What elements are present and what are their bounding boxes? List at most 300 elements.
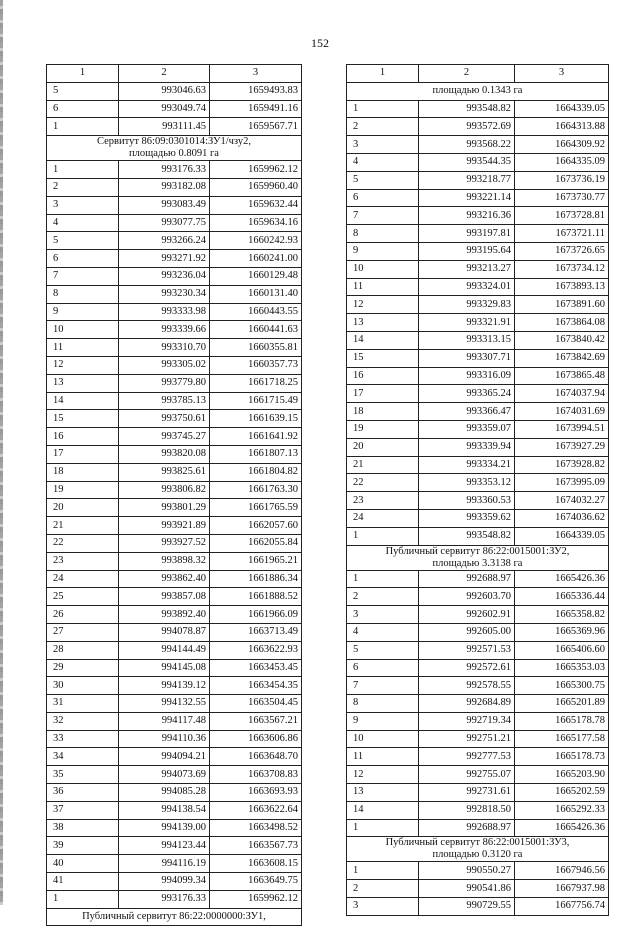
x-coordinate-cell: 993310.70 [119,339,210,357]
y-coordinate-cell: 1673734.12 [515,260,609,278]
x-coordinate-cell: 992688.97 [419,570,515,588]
point-number-cell: 14 [47,392,119,410]
table-row [347,403,609,421]
x-coordinate-cell: 993857.08 [119,588,210,606]
table-row [47,606,302,624]
table-row [347,118,609,136]
point-number-cell: 15 [347,349,419,367]
x-coordinate-cell: 990729.55 [419,898,515,916]
table-row [47,285,302,303]
table-row [347,659,609,677]
table-row [347,527,609,545]
point-number-cell: 14 [347,801,419,819]
point-number-cell: 5 [347,641,419,659]
table-row [47,214,302,232]
point-number-cell: 32 [47,712,119,730]
point-number-cell: 1 [47,118,119,136]
point-number-cell: 24 [47,570,119,588]
point-number-cell: 3 [347,606,419,624]
point-number-cell: 31 [47,695,119,713]
y-coordinate-cell: 1665406.60 [515,641,609,659]
table-row [47,837,302,855]
point-number-cell: 18 [47,463,119,481]
x-coordinate-cell: 993213.27 [419,260,515,278]
table-row [47,463,302,481]
y-coordinate-cell: 1665201.89 [515,695,609,713]
table-row [47,801,302,819]
x-coordinate-cell: 993197.81 [419,225,515,243]
y-coordinate-cell: 1661639.15 [210,410,302,428]
table-header-row [347,65,609,83]
table-row [347,588,609,606]
table-row [47,339,302,357]
point-number-cell: 3 [347,136,419,154]
table-row [47,267,302,285]
y-coordinate-cell: 1661807.13 [210,445,302,463]
x-coordinate-cell: 993329.83 [419,296,515,314]
point-number-cell: 1 [47,890,119,908]
x-coordinate-cell: 993365.24 [419,385,515,403]
column-header: 3 [515,65,609,83]
x-coordinate-cell: 993176.33 [119,161,210,179]
y-coordinate-cell: 1660443.55 [210,303,302,321]
point-number-cell: 35 [47,766,119,784]
x-coordinate-cell: 993230.34 [119,285,210,303]
x-coordinate-cell: 994138.54 [119,801,210,819]
point-number-cell: 3 [347,898,419,916]
table-row [347,278,609,296]
point-number-cell: 20 [347,438,419,456]
y-coordinate-cell: 1665202.59 [515,784,609,802]
column-header: 2 [419,65,515,83]
y-coordinate-cell: 1660242.93 [210,232,302,250]
table-row [347,100,609,118]
point-number-cell: 4 [347,623,419,641]
y-coordinate-cell: 1665369.96 [515,623,609,641]
section-heading-row [347,545,609,570]
point-number-cell: 15 [47,410,119,428]
y-coordinate-cell: 1661718.25 [210,374,302,392]
x-coordinate-cell: 994139.12 [119,677,210,695]
point-number-cell: 2 [47,178,119,196]
table-row [47,730,302,748]
point-number-cell: 20 [47,499,119,517]
point-number-cell: 11 [47,339,119,357]
point-number-cell: 41 [47,873,119,891]
point-number-cell: 8 [347,695,419,713]
point-number-cell: 39 [47,837,119,855]
y-coordinate-cell: 1663567.21 [210,712,302,730]
point-number-cell: 12 [347,766,419,784]
table-row [47,712,302,730]
table-row [347,695,609,713]
point-number-cell: 23 [347,492,419,510]
column-header: 1 [47,65,119,83]
point-number-cell: 2 [347,588,419,606]
section-heading: Публичный сервитут 86:22:0015001:ЗУ3, площадью 0.3120 га [347,837,609,862]
y-coordinate-cell: 1661966.09 [210,606,302,624]
x-coordinate-cell: 993083.49 [119,196,210,214]
point-number-cell: 5 [47,82,119,100]
x-coordinate-cell: 993182.08 [119,178,210,196]
y-coordinate-cell: 1665336.44 [515,588,609,606]
point-number-cell: 5 [47,232,119,250]
point-number-cell: 33 [47,730,119,748]
point-number-cell: 13 [347,314,419,332]
table-row [47,748,302,766]
x-coordinate-cell: 994073.69 [119,766,210,784]
table-row [47,356,302,374]
table-row [47,428,302,446]
section-heading: Публичный сервитут 86:22:0000000:ЗУ1, [47,908,302,926]
section-heading-row [47,136,302,161]
x-coordinate-cell: 992719.34 [419,712,515,730]
x-coordinate-cell: 993077.75 [119,214,210,232]
x-coordinate-cell: 993316.09 [419,367,515,385]
table-row [347,606,609,624]
table-row [47,392,302,410]
point-number-cell: 6 [347,189,419,207]
left-coordinates-table [46,64,302,926]
table-row [347,331,609,349]
x-coordinate-cell: 993568.22 [419,136,515,154]
table-row [347,207,609,225]
y-coordinate-cell: 1663453.45 [210,659,302,677]
point-number-cell: 11 [347,748,419,766]
table-row [47,118,302,136]
point-number-cell: 1 [347,862,419,880]
y-coordinate-cell: 1673928.82 [515,456,609,474]
y-coordinate-cell: 1663608.15 [210,855,302,873]
table-row [347,385,609,403]
y-coordinate-cell: 1665203.90 [515,766,609,784]
x-coordinate-cell: 993892.40 [119,606,210,624]
x-coordinate-cell: 993898.32 [119,552,210,570]
point-number-cell: 6 [347,659,419,677]
y-coordinate-cell: 1664309.92 [515,136,609,154]
table-row [47,659,302,677]
table-row [347,623,609,641]
y-coordinate-cell: 1665353.03 [515,659,609,677]
point-number-cell: 1 [347,527,419,545]
table-row [47,890,302,908]
x-coordinate-cell: 993266.24 [119,232,210,250]
y-coordinate-cell: 1661886.34 [210,570,302,588]
point-number-cell: 16 [47,428,119,446]
point-number-cell: 1 [47,161,119,179]
y-coordinate-cell: 1663622.64 [210,801,302,819]
table-row [347,784,609,802]
y-coordinate-cell: 1665426.36 [515,819,609,837]
table-row [47,819,302,837]
x-coordinate-cell: 993825.61 [119,463,210,481]
point-number-cell: 4 [47,214,119,232]
y-coordinate-cell: 1673865.48 [515,367,609,385]
table-row [347,153,609,171]
y-coordinate-cell: 1662055.84 [210,534,302,552]
y-coordinate-cell: 1663708.83 [210,766,302,784]
y-coordinate-cell: 1673893.13 [515,278,609,296]
column-header: 1 [347,65,419,83]
x-coordinate-cell: 994110.36 [119,730,210,748]
table-row [47,232,302,250]
y-coordinate-cell: 1665358.82 [515,606,609,624]
x-coordinate-cell: 993176.33 [119,890,210,908]
x-coordinate-cell: 992578.55 [419,677,515,695]
point-number-cell: 26 [47,606,119,624]
x-coordinate-cell: 993305.02 [119,356,210,374]
table-row [47,570,302,588]
x-coordinate-cell: 993921.89 [119,517,210,535]
table-row [347,314,609,332]
x-coordinate-cell: 993750.61 [119,410,210,428]
table-row [47,250,302,268]
section-heading: Публичный сервитут 86:22:0015001:ЗУ2, площадью 3.3138 га [347,545,609,570]
y-coordinate-cell: 1663606.86 [210,730,302,748]
point-number-cell: 4 [347,153,419,171]
table-row [47,766,302,784]
point-number-cell: 38 [47,819,119,837]
y-coordinate-cell: 1663622.93 [210,641,302,659]
section-heading: Сервитут 86:09:0301014:ЗУ1/чзу2, площадью 0.8091 га [47,136,302,161]
point-number-cell: 22 [347,474,419,492]
x-coordinate-cell: 994116.19 [119,855,210,873]
scan-edge-artifact [0,0,3,905]
y-coordinate-cell: 1673995.09 [515,474,609,492]
x-coordinate-cell: 992603.70 [419,588,515,606]
point-number-cell: 3 [47,196,119,214]
x-coordinate-cell: 990541.86 [419,880,515,898]
y-coordinate-cell: 1673927.29 [515,438,609,456]
table-row [47,410,302,428]
point-number-cell: 40 [47,855,119,873]
point-number-cell: 19 [347,420,419,438]
y-coordinate-cell: 1663649.75 [210,873,302,891]
y-coordinate-cell: 1659960.40 [210,178,302,196]
x-coordinate-cell: 993359.07 [419,420,515,438]
x-coordinate-cell: 993339.66 [119,321,210,339]
point-number-cell: 28 [47,641,119,659]
table-row [47,534,302,552]
y-coordinate-cell: 1663454.35 [210,677,302,695]
x-coordinate-cell: 994132.55 [119,695,210,713]
table-row [347,862,609,880]
point-number-cell: 7 [47,267,119,285]
table-row [47,695,302,713]
y-coordinate-cell: 1661765.59 [210,499,302,517]
right-coordinates-table [346,64,609,916]
y-coordinate-cell: 1662057.60 [210,517,302,535]
point-number-cell: 19 [47,481,119,499]
point-number-cell: 21 [347,456,419,474]
y-coordinate-cell: 1663713.49 [210,623,302,641]
point-number-cell: 36 [47,784,119,802]
point-number-cell: 13 [347,784,419,802]
table-row [347,171,609,189]
table-row [47,552,302,570]
x-coordinate-cell: 994099.34 [119,873,210,891]
y-coordinate-cell: 1663567.73 [210,837,302,855]
table-row [47,196,302,214]
table-row [347,260,609,278]
x-coordinate-cell: 993218.77 [419,171,515,189]
point-number-cell: 9 [47,303,119,321]
y-coordinate-cell: 1659567.71 [210,118,302,136]
point-number-cell: 10 [347,260,419,278]
table-row [47,374,302,392]
x-coordinate-cell: 992571.53 [419,641,515,659]
y-coordinate-cell: 1661641.92 [210,428,302,446]
table-row [47,623,302,641]
x-coordinate-cell: 993360.53 [419,492,515,510]
x-coordinate-cell: 994094.21 [119,748,210,766]
x-coordinate-cell: 990550.27 [419,862,515,880]
table-row [347,748,609,766]
x-coordinate-cell: 993236.04 [119,267,210,285]
table-row [347,712,609,730]
section-heading-row [47,908,302,926]
point-number-cell: 10 [47,321,119,339]
table-row [347,456,609,474]
y-coordinate-cell: 1665300.75 [515,677,609,695]
point-number-cell: 5 [347,171,419,189]
y-coordinate-cell: 1660355.81 [210,339,302,357]
x-coordinate-cell: 993307.71 [419,349,515,367]
table-row [47,161,302,179]
y-coordinate-cell: 1659632.44 [210,196,302,214]
y-coordinate-cell: 1659493.83 [210,82,302,100]
y-coordinate-cell: 1659962.12 [210,890,302,908]
point-number-cell: 12 [347,296,419,314]
y-coordinate-cell: 1673721.11 [515,225,609,243]
point-number-cell: 22 [47,534,119,552]
x-coordinate-cell: 993806.82 [119,481,210,499]
point-number-cell: 8 [47,285,119,303]
table-row [347,819,609,837]
x-coordinate-cell: 994144.49 [119,641,210,659]
table-row [347,136,609,154]
table-row [47,82,302,100]
point-number-cell: 25 [47,588,119,606]
x-coordinate-cell: 992602.91 [419,606,515,624]
x-coordinate-cell: 993544.35 [419,153,515,171]
point-number-cell: 30 [47,677,119,695]
x-coordinate-cell: 993324.01 [419,278,515,296]
table-row [347,801,609,819]
point-number-cell: 7 [347,677,419,695]
y-coordinate-cell: 1661763.30 [210,481,302,499]
table-row [347,189,609,207]
y-coordinate-cell: 1665426.36 [515,570,609,588]
x-coordinate-cell: 993271.92 [119,250,210,268]
table-row [47,321,302,339]
x-coordinate-cell: 993862.40 [119,570,210,588]
x-coordinate-cell: 992731.61 [419,784,515,802]
y-coordinate-cell: 1673842.69 [515,349,609,367]
section-heading-row [347,82,609,100]
y-coordinate-cell: 1673994.51 [515,420,609,438]
y-coordinate-cell: 1663693.93 [210,784,302,802]
x-coordinate-cell: 993548.82 [419,100,515,118]
x-coordinate-cell: 994139.00 [119,819,210,837]
table-row [347,570,609,588]
point-number-cell: 13 [47,374,119,392]
point-number-cell: 6 [47,100,119,118]
table-row [347,509,609,527]
x-coordinate-cell: 993820.08 [119,445,210,463]
y-coordinate-cell: 1667756.74 [515,898,609,916]
point-number-cell: 17 [347,385,419,403]
table-row [47,873,302,891]
y-coordinate-cell: 1665178.78 [515,712,609,730]
x-coordinate-cell: 993334.21 [419,456,515,474]
table-row [347,242,609,260]
x-coordinate-cell: 992684.89 [419,695,515,713]
y-coordinate-cell: 1663648.70 [210,748,302,766]
point-number-cell: 11 [347,278,419,296]
table-row [47,303,302,321]
table-row [347,438,609,456]
table-row [347,474,609,492]
y-coordinate-cell: 1664335.09 [515,153,609,171]
point-number-cell: 34 [47,748,119,766]
table-row [47,677,302,695]
y-coordinate-cell: 1659962.12 [210,161,302,179]
table-row [347,349,609,367]
x-coordinate-cell: 992605.00 [419,623,515,641]
table-row [347,420,609,438]
y-coordinate-cell: 1663504.45 [210,695,302,713]
y-coordinate-cell: 1659634.16 [210,214,302,232]
y-coordinate-cell: 1664339.05 [515,527,609,545]
y-coordinate-cell: 1674036.62 [515,509,609,527]
y-coordinate-cell: 1660241.00 [210,250,302,268]
point-number-cell: 2 [347,118,419,136]
x-coordinate-cell: 992818.50 [419,801,515,819]
point-number-cell: 37 [47,801,119,819]
table-row [347,367,609,385]
point-number-cell: 12 [47,356,119,374]
table-row [347,641,609,659]
y-coordinate-cell: 1673728.81 [515,207,609,225]
y-coordinate-cell: 1664313.88 [515,118,609,136]
table-row [347,492,609,510]
table-row [47,481,302,499]
y-coordinate-cell: 1661804.82 [210,463,302,481]
x-coordinate-cell: 993339.94 [419,438,515,456]
table-row [347,677,609,695]
y-coordinate-cell: 1667937.98 [515,880,609,898]
point-number-cell: 16 [347,367,419,385]
column-header: 3 [210,65,302,83]
table-row [47,178,302,196]
x-coordinate-cell: 993785.13 [119,392,210,410]
x-coordinate-cell: 992755.07 [419,766,515,784]
point-number-cell: 23 [47,552,119,570]
point-number-cell: 17 [47,445,119,463]
point-number-cell: 1 [347,819,419,837]
x-coordinate-cell: 993321.91 [419,314,515,332]
point-number-cell: 1 [347,100,419,118]
x-coordinate-cell: 993333.98 [119,303,210,321]
x-coordinate-cell: 994123.44 [119,837,210,855]
y-coordinate-cell: 1660131.40 [210,285,302,303]
y-coordinate-cell: 1660357.73 [210,356,302,374]
y-coordinate-cell: 1661715.49 [210,392,302,410]
point-number-cell: 9 [347,242,419,260]
x-coordinate-cell: 993927.52 [119,534,210,552]
x-coordinate-cell: 993221.14 [419,189,515,207]
